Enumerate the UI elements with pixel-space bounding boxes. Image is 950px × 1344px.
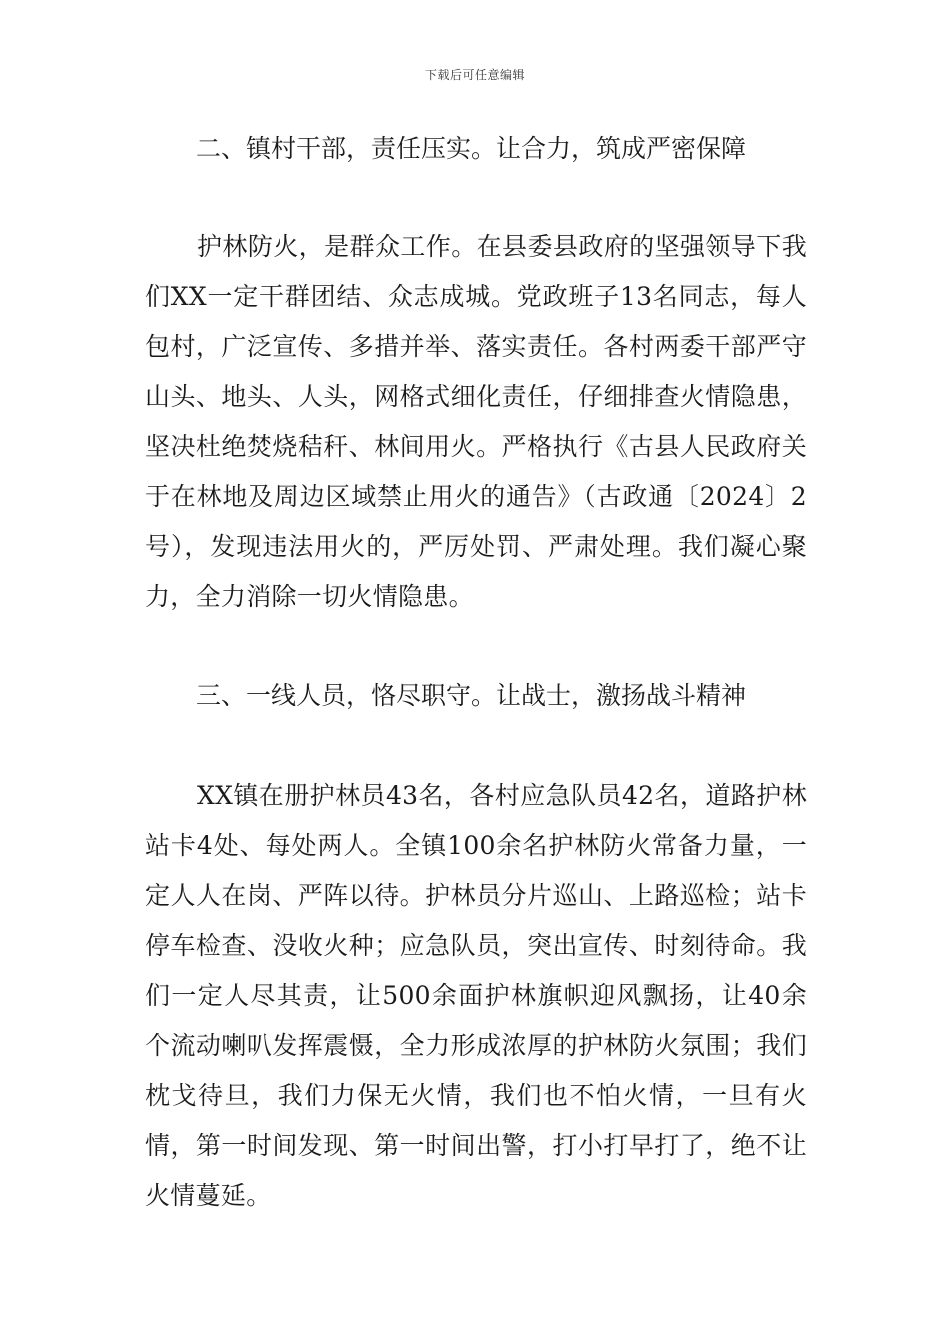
section-heading-3: 三、一线人员，恪尽职守。让战士，激扬战斗精神 — [196, 681, 747, 710]
header-note: 下载后可任意编辑 — [424, 68, 525, 82]
section-paragraph-3: XX镇在册护林员43名，各村应急队员42名，道路护林站卡4处、每处两人。全镇100余名护林防火常备力量，一定人人在岗、严阵以待。护林员分片巡山、上路巡检；站卡停车检查、没收火种；应急队员，突出宣传、时刻待命。我们一定人尽其责，让500余面护林旗帜迎风飘扬，让40余个流动喇叭发挥震慑，全力形成浓厚的护林防火氛围；我们枕戈待旦，我们力保无火情，我们也不怕火情，一旦有火情，第一时间发现、第一时间出警，打小打早打了，绝不让火情蔓延。 — [145, 781, 807, 1210]
section-heading-2: 二、镇村干部，责任压实。让合力，筑成严密保障 — [196, 134, 747, 163]
section-paragraph-2: 护林防火，是群众工作。在县委县政府的坚强领导下我们XX一定干群团结、众志成城。党政班子13名同志，每人包村，广泛宣传、多措并举、落实责任。各村两委干部严守山头、地头、人头，网格式细化责任，仔细排查火情隐患，坚决杜绝焚烧秸秆、林间用火。严格执行《古县人民政府关于在林地及周边区域禁止用火的通告》（古政通〔2024〕2号），发现违法用火的，严厉处罚、严肃处理。我们凝心聚力，全力消除一切火情隐患。 — [145, 232, 807, 611]
